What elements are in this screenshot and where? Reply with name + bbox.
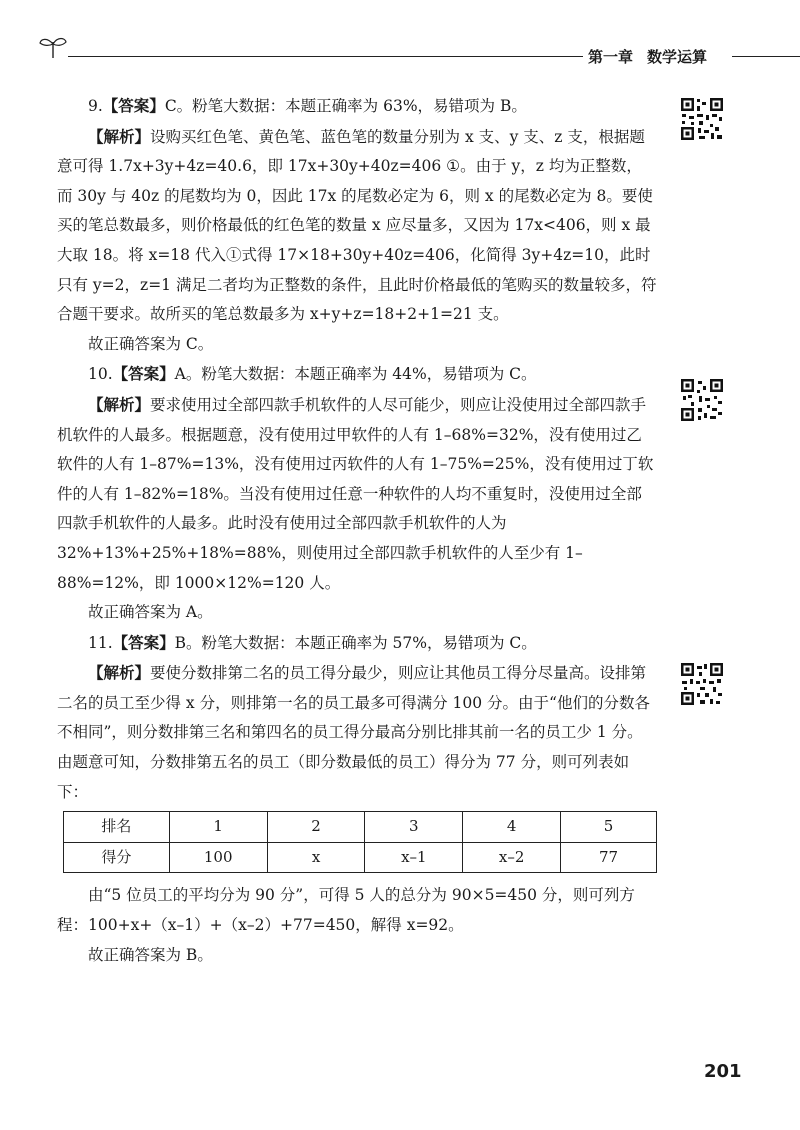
- q11-analysis-label: 【解析】: [88, 663, 151, 683]
- section-label: 数学运算: [647, 48, 708, 66]
- qr-code-icon[interactable]: [680, 662, 724, 706]
- table-cell: 3: [365, 812, 463, 843]
- q11-analysis: [57, 658, 657, 807]
- table-cell: 排名: [64, 812, 170, 843]
- q11-answer: [57, 628, 657, 659]
- q10-conclusion: 故正确答案为 A。: [88, 603, 213, 622]
- q10-analysis-label: 【解析】: [88, 394, 151, 414]
- q11-answer-label: 【答案】: [112, 632, 175, 652]
- q10-analysis: [57, 390, 657, 598]
- q11-after-table: 由“5 位员工的平均分为 90 分”，可得 5 人的总分为 90×5=450 分，则可列方程：100+x+（x–1）+（x–2）+77=450，解得 x=92。: [57, 886, 635, 935]
- table-cell: 4: [463, 812, 561, 843]
- table-cell: x: [267, 842, 365, 873]
- chapter-label: 第一章: [588, 48, 634, 66]
- q9-conclusion: 故正确答案为 C。: [88, 334, 214, 353]
- score-table: [63, 811, 657, 873]
- q9-analysis-text: 设购买红色笔、黄色笔、蓝色笔的数量分别为 x 支、y 支、z 支，根据题意可得 1.7x+3y+4z=40.6，即 17x+30y+40z=406 ①。由于 y，z 均为正整数，而 30y 与 40z 的尾数均为 0，因此 17x 的尾数必定为 6，则 x 的尾数必定为 8。要使买的笔总数最多，则价格最低的红色笔的数量 x 应尽量多，又因为 17x<406，则 x 最大取 18。将 x=18 代入①式得 17×18+30y+40z=406，化简得 3y+4z=10，此时只有 y=2，z=1 满足二者均为正整数的条件，且此时价格最低的笔购买的数量较多，符合题干要求。故所买的笔总数最多为 x+y+z=18+2+1=21 支。: [57, 127, 657, 324]
- q10-answer-label: 【答案】: [112, 364, 175, 384]
- page-header: [0, 0, 800, 70]
- table-cell: 100: [169, 842, 267, 873]
- page-number: 201: [704, 1061, 742, 1082]
- table-cell: 5: [561, 812, 657, 843]
- q11-conclusion: 故正确答案为 B。: [88, 945, 213, 964]
- header-rule-left: [68, 56, 583, 57]
- q9-answer-text: C。粉笔大数据：本题正确率为 63%，易错项为 B。: [164, 97, 527, 115]
- q10-analysis-text: 要求使用过全部四款手机软件的人尽可能少，则应让没使用过全部四款手机软件的人最多。根据题意，没有使用过甲软件的人有 1–68%=32%，没有使用过乙软件的人有 1–87%=13%，没有使用过丙软件的人有 1–75%=25%，没有使用过丁软件的人有 1–82%=18%。当没有使用过任意一种软件的人均不重复时，没使用过全部四款手机软件的人最多。此时没有使用过全部四款手机软件的人为 32%+13%+25%+18%=88%，则使用过全部四款手机软件的人至少有 1–88%=12%，即 1000×12%=120 人。: [57, 395, 654, 592]
- q9-number: 9.: [88, 97, 103, 115]
- table-row: [64, 812, 657, 843]
- q9-answer: [57, 91, 657, 122]
- answer-content: [57, 91, 657, 970]
- q9-analysis-label: 【解析】: [88, 126, 151, 146]
- table-cell: 得分: [64, 842, 170, 873]
- q9-answer-label: 【答案】: [102, 96, 165, 115]
- q11-analysis-text: 要使分数排第二名的员工得分最少，则应让其他员工得分尽量高。设排第二名的员工至少得 x 分，则排第一名的员工最多可得满分 100 分。由于“他们的分数各不相同”，则分数排第三名和第四名的员工得分最高分别比排其前一名的员工少 1 分。由题意可知，分数排第五名的员工（即分数最低的员工）得分为 77 分，则可列表如下：: [57, 664, 650, 801]
- table-row: [64, 842, 657, 873]
- table-cell: 77: [561, 842, 657, 873]
- table-cell: 1: [169, 812, 267, 843]
- table-cell: x–1: [365, 842, 463, 873]
- table-cell: 2: [267, 812, 365, 843]
- q10-answer: [57, 359, 657, 390]
- q11-answer-text: B。粉笔大数据：本题正确率为 57%，易错项为 C。: [174, 633, 537, 652]
- q9-analysis: [57, 122, 657, 330]
- leaf-icon: [38, 34, 68, 60]
- header-title: [588, 46, 707, 67]
- qr-code-icon[interactable]: [680, 97, 724, 141]
- header-rule-right: [732, 56, 800, 57]
- q10-number: 10.: [88, 365, 113, 384]
- qr-code-icon[interactable]: [680, 378, 724, 422]
- table-cell: x–2: [463, 842, 561, 873]
- q10-answer-text: A。粉笔大数据：本题正确率为 44%，易错项为 C。: [174, 365, 537, 384]
- q11-number: 11.: [88, 633, 113, 652]
